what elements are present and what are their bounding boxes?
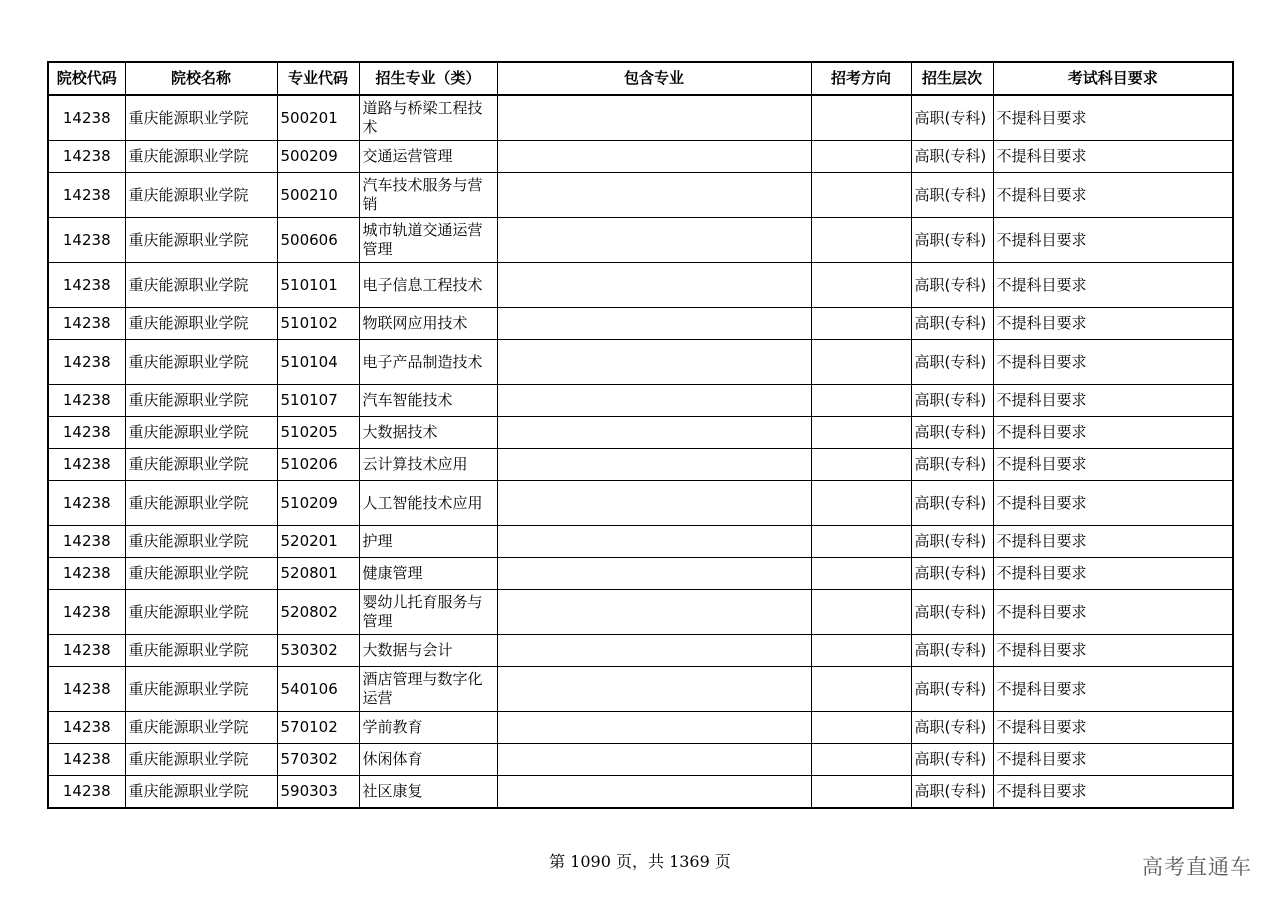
school-name-cell: 重庆能源职业学院 <box>125 263 277 308</box>
table-row <box>48 417 1233 449</box>
major-code-cell: 540106 <box>277 667 359 712</box>
school-code-cell: 14238 <box>48 558 125 590</box>
major-cell: 大数据技术 <box>359 417 497 449</box>
included-majors-cell <box>497 141 811 173</box>
major-cell: 交通运营管理 <box>359 141 497 173</box>
direction-cell <box>811 449 911 481</box>
requirement-cell: 不提科目要求 <box>993 558 1233 590</box>
major-cell: 电子产品制造技术 <box>359 340 497 385</box>
school-name-cell: 重庆能源职业学院 <box>125 590 277 635</box>
direction-cell <box>811 744 911 776</box>
school-name-cell: 重庆能源职业学院 <box>125 385 277 417</box>
major-cell: 健康管理 <box>359 558 497 590</box>
included-majors-cell <box>497 95 811 141</box>
major-cell: 人工智能技术应用 <box>359 481 497 526</box>
requirement-cell: 不提科目要求 <box>993 308 1233 340</box>
level-cell: 高职(专科) <box>911 744 993 776</box>
requirement-cell: 不提科目要求 <box>993 218 1233 263</box>
school-code-cell: 14238 <box>48 141 125 173</box>
requirement-cell: 不提科目要求 <box>993 590 1233 635</box>
included-majors-cell <box>497 744 811 776</box>
school-code-cell: 14238 <box>48 744 125 776</box>
header-major-code: 专业代码 <box>277 62 359 95</box>
requirement-cell: 不提科目要求 <box>993 776 1233 809</box>
included-majors-cell <box>497 340 811 385</box>
major-code-cell: 510206 <box>277 449 359 481</box>
header-level: 招生层次 <box>911 62 993 95</box>
table-row <box>48 667 1233 712</box>
header-direction: 招考方向 <box>811 62 911 95</box>
major-code-cell: 500209 <box>277 141 359 173</box>
major-code-cell: 530302 <box>277 635 359 667</box>
level-cell: 高职(专科) <box>911 417 993 449</box>
level-cell: 高职(专科) <box>911 776 993 809</box>
school-code-cell: 14238 <box>48 263 125 308</box>
header-major: 招生专业（类） <box>359 62 497 95</box>
school-name-cell: 重庆能源职业学院 <box>125 635 277 667</box>
requirement-cell: 不提科目要求 <box>993 481 1233 526</box>
requirement-cell: 不提科目要求 <box>993 385 1233 417</box>
table-row <box>48 141 1233 173</box>
school-name-cell: 重庆能源职业学院 <box>125 173 277 218</box>
level-cell: 高职(专科) <box>911 712 993 744</box>
direction-cell <box>811 263 911 308</box>
major-code-cell: 510205 <box>277 417 359 449</box>
requirement-cell: 不提科目要求 <box>993 744 1233 776</box>
school-code-cell: 14238 <box>48 218 125 263</box>
level-cell: 高职(专科) <box>911 526 993 558</box>
level-cell: 高职(专科) <box>911 263 993 308</box>
school-code-cell: 14238 <box>48 385 125 417</box>
admissions-table <box>47 61 1234 809</box>
major-cell: 道路与桥梁工程技术 <box>359 95 497 141</box>
school-code-cell: 14238 <box>48 340 125 385</box>
included-majors-cell <box>497 712 811 744</box>
direction-cell <box>811 667 911 712</box>
school-name-cell: 重庆能源职业学院 <box>125 340 277 385</box>
page-footer: 第 1090 页，共 1369 页 <box>549 852 731 871</box>
included-majors-cell <box>497 417 811 449</box>
requirement-cell: 不提科目要求 <box>993 141 1233 173</box>
major-cell: 社区康复 <box>359 776 497 809</box>
header-included-majors: 包含专业 <box>497 62 811 95</box>
table-row <box>48 712 1233 744</box>
requirement-cell: 不提科目要求 <box>993 526 1233 558</box>
included-majors-cell <box>497 308 811 340</box>
included-majors-cell <box>497 558 811 590</box>
table-row <box>48 481 1233 526</box>
school-code-cell: 14238 <box>48 667 125 712</box>
table-row <box>48 173 1233 218</box>
included-majors-cell <box>497 590 811 635</box>
direction-cell <box>811 308 911 340</box>
major-code-cell: 510101 <box>277 263 359 308</box>
table-row <box>48 218 1233 263</box>
header-school-code: 院校代码 <box>48 62 125 95</box>
major-cell: 物联网应用技术 <box>359 308 497 340</box>
major-cell: 护理 <box>359 526 497 558</box>
school-code-cell: 14238 <box>48 449 125 481</box>
direction-cell <box>811 218 911 263</box>
included-majors-cell <box>497 776 811 809</box>
major-cell: 酒店管理与数字化运营 <box>359 667 497 712</box>
school-name-cell: 重庆能源职业学院 <box>125 776 277 809</box>
table-row <box>48 263 1233 308</box>
direction-cell <box>811 141 911 173</box>
school-name-cell: 重庆能源职业学院 <box>125 141 277 173</box>
table-row <box>48 308 1233 340</box>
included-majors-cell <box>497 481 811 526</box>
school-code-cell: 14238 <box>48 712 125 744</box>
school-name-cell: 重庆能源职业学院 <box>125 218 277 263</box>
major-cell: 学前教育 <box>359 712 497 744</box>
included-majors-cell <box>497 449 811 481</box>
school-code-cell: 14238 <box>48 481 125 526</box>
school-code-cell: 14238 <box>48 417 125 449</box>
requirement-cell: 不提科目要求 <box>993 635 1233 667</box>
included-majors-cell <box>497 526 811 558</box>
major-cell: 休闲体育 <box>359 744 497 776</box>
direction-cell <box>811 635 911 667</box>
major-cell: 电子信息工程技术 <box>359 263 497 308</box>
level-cell: 高职(专科) <box>911 635 993 667</box>
direction-cell <box>811 712 911 744</box>
major-code-cell: 520201 <box>277 526 359 558</box>
school-code-cell: 14238 <box>48 308 125 340</box>
table-row <box>48 449 1233 481</box>
direction-cell <box>811 558 911 590</box>
level-cell: 高职(专科) <box>911 667 993 712</box>
requirement-cell: 不提科目要求 <box>993 667 1233 712</box>
major-code-cell: 500210 <box>277 173 359 218</box>
school-name-cell: 重庆能源职业学院 <box>125 449 277 481</box>
direction-cell <box>811 590 911 635</box>
table-row <box>48 340 1233 385</box>
requirement-cell: 不提科目要求 <box>993 173 1233 218</box>
major-cell: 大数据与会计 <box>359 635 497 667</box>
included-majors-cell <box>497 667 811 712</box>
major-code-cell: 570102 <box>277 712 359 744</box>
included-majors-cell <box>497 263 811 308</box>
school-name-cell: 重庆能源职业学院 <box>125 95 277 141</box>
table-row <box>48 385 1233 417</box>
school-name-cell: 重庆能源职业学院 <box>125 417 277 449</box>
table-row <box>48 558 1233 590</box>
school-name-cell: 重庆能源职业学院 <box>125 667 277 712</box>
requirement-cell: 不提科目要求 <box>993 712 1233 744</box>
table-row <box>48 590 1233 635</box>
level-cell: 高职(专科) <box>911 385 993 417</box>
direction-cell <box>811 173 911 218</box>
school-code-cell: 14238 <box>48 173 125 218</box>
school-name-cell: 重庆能源职业学院 <box>125 308 277 340</box>
major-code-cell: 510209 <box>277 481 359 526</box>
level-cell: 高职(专科) <box>911 558 993 590</box>
level-cell: 高职(专科) <box>911 95 993 141</box>
header-row <box>48 62 1233 95</box>
major-code-cell: 500201 <box>277 95 359 141</box>
header-requirement: 考试科目要求 <box>993 62 1233 95</box>
header-school-name: 院校名称 <box>125 62 277 95</box>
table-row <box>48 744 1233 776</box>
school-code-cell: 14238 <box>48 635 125 667</box>
level-cell: 高职(专科) <box>911 590 993 635</box>
major-cell: 城市轨道交通运营管理 <box>359 218 497 263</box>
school-code-cell: 14238 <box>48 590 125 635</box>
school-code-cell: 14238 <box>48 526 125 558</box>
included-majors-cell <box>497 173 811 218</box>
major-code-cell: 510102 <box>277 308 359 340</box>
direction-cell <box>811 385 911 417</box>
major-code-cell: 510104 <box>277 340 359 385</box>
requirement-cell: 不提科目要求 <box>993 263 1233 308</box>
major-cell: 汽车技术服务与营销 <box>359 173 497 218</box>
major-code-cell: 570302 <box>277 744 359 776</box>
major-code-cell: 510107 <box>277 385 359 417</box>
table-row <box>48 95 1233 141</box>
level-cell: 高职(专科) <box>911 173 993 218</box>
school-name-cell: 重庆能源职业学院 <box>125 526 277 558</box>
direction-cell <box>811 340 911 385</box>
direction-cell <box>811 481 911 526</box>
watermark-text: 高考直通车 <box>1142 855 1252 879</box>
table-row <box>48 776 1233 809</box>
level-cell: 高职(专科) <box>911 340 993 385</box>
school-name-cell: 重庆能源职业学院 <box>125 481 277 526</box>
major-cell: 云计算技术应用 <box>359 449 497 481</box>
direction-cell <box>811 417 911 449</box>
major-code-cell: 520802 <box>277 590 359 635</box>
major-code-cell: 520801 <box>277 558 359 590</box>
level-cell: 高职(专科) <box>911 141 993 173</box>
included-majors-cell <box>497 635 811 667</box>
school-name-cell: 重庆能源职业学院 <box>125 558 277 590</box>
major-cell: 汽车智能技术 <box>359 385 497 417</box>
table-row <box>48 526 1233 558</box>
major-code-cell: 590303 <box>277 776 359 809</box>
direction-cell <box>811 526 911 558</box>
included-majors-cell <box>497 385 811 417</box>
level-cell: 高职(专科) <box>911 308 993 340</box>
school-name-cell: 重庆能源职业学院 <box>125 744 277 776</box>
requirement-cell: 不提科目要求 <box>993 417 1233 449</box>
school-code-cell: 14238 <box>48 776 125 809</box>
direction-cell <box>811 95 911 141</box>
school-name-cell: 重庆能源职业学院 <box>125 712 277 744</box>
included-majors-cell <box>497 218 811 263</box>
school-code-cell: 14238 <box>48 95 125 141</box>
level-cell: 高职(专科) <box>911 481 993 526</box>
level-cell: 高职(专科) <box>911 449 993 481</box>
requirement-cell: 不提科目要求 <box>993 95 1233 141</box>
table-row <box>48 635 1233 667</box>
requirement-cell: 不提科目要求 <box>993 340 1233 385</box>
major-cell: 婴幼儿托育服务与管理 <box>359 590 497 635</box>
direction-cell <box>811 776 911 809</box>
level-cell: 高职(专科) <box>911 218 993 263</box>
major-code-cell: 500606 <box>277 218 359 263</box>
requirement-cell: 不提科目要求 <box>993 449 1233 481</box>
